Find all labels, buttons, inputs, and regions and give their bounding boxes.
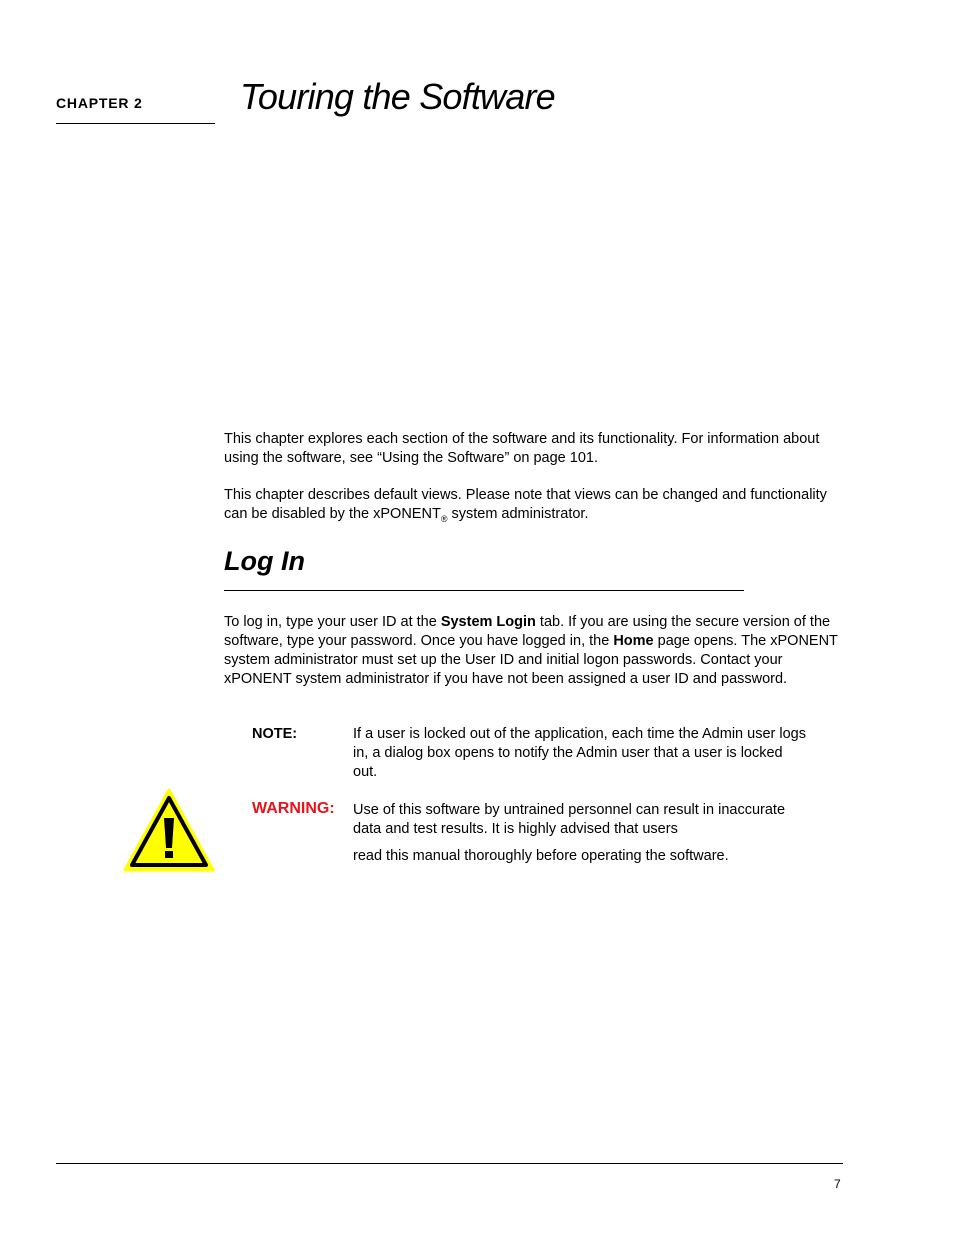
registered-mark: ® [440,513,448,524]
note-label: NOTE: [252,726,298,742]
login-paragraph [224,613,842,689]
intro-paragraph-2-text: This chapter describes default views. Please note that views can be changed and functionality can be disabled by the xPONENT [224,487,827,522]
login-text-2: tab. If you are using the secure version of the software, type your password. Once you have logged in, the [224,614,831,649]
warning-exclamation-dot [165,851,173,858]
note-text: If a user is locked out of the application, each time the Admin user logs in, a dialog box opens to notify the Admin user that a user is locked out. [353,726,806,780]
warning-text-line-1: Use of this software by untrained personnel can result in inaccurate data and test results. It is highly advised that users [353,802,786,837]
section-title-log-in: Log In [224,546,305,576]
warning-label: WARNING: [252,800,335,817]
section-rule [224,590,744,591]
system-login-term: System Login [440,614,536,630]
intro-paragraph-2 [224,486,844,529]
chapter-rule [56,123,215,124]
intro-paragraph-1: This chapter explores each section of the software and its functionality. For information about using the software, see “Using the Software” on page 101. [224,431,820,466]
home-term: Home [613,633,654,649]
footer-rule [56,1163,843,1164]
warning-text-line-2: read this manual thoroughly before operating the software. [353,848,729,864]
warning-triangle-icon [123,788,215,872]
chapter-title: Touring the Software [240,76,555,117]
page-number: 7 [834,1177,841,1191]
login-text-3: page opens. The xPONENT system administrator must set up the User ID and initial logon passwords. Contact your xPONENT system administrator if you have not been assigned a user ID and password. [224,633,838,687]
chapter-label: CHAPTER 2 [56,95,143,111]
intro-paragraph-2-end: system administrator. [447,506,589,522]
login-text-1: To log in, type your user ID at the [224,614,441,630]
